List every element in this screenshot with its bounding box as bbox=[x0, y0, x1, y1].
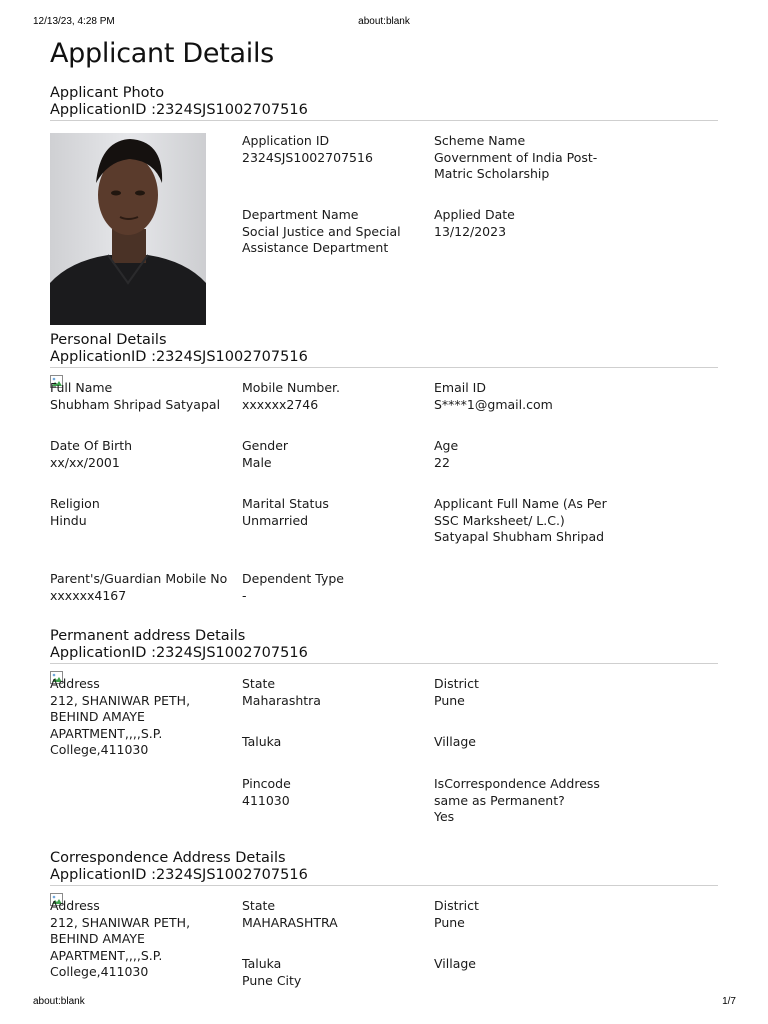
applicant-photo bbox=[50, 133, 206, 325]
section-header bbox=[50, 332, 718, 368]
field-ssc-full-name: Applicant Full Name (As Per SSC Marksheet/ L.C.) Satyapal Shubham Shripad bbox=[434, 496, 607, 544]
page-title: Applicant Details bbox=[50, 38, 274, 69]
field-email-id: Email ID S****1@gmail.com bbox=[434, 380, 553, 412]
field-district: District Pune bbox=[434, 898, 479, 930]
field-village: Village bbox=[434, 956, 476, 971]
field-address: Address 212, SHANIWAR PETH, BEHIND AMAYE APARTMENT,,,,S.P. College,411030 bbox=[50, 898, 191, 979]
print-url-top: about:blank bbox=[358, 16, 410, 27]
field-taluka: Taluka bbox=[242, 734, 282, 749]
section-title: Applicant Photo bbox=[50, 85, 165, 101]
section-application-id: ApplicationID :2324SJS1002707516 bbox=[50, 867, 308, 883]
print-page-number: 1/7 bbox=[722, 996, 736, 1007]
field-date-of-birth: Date Of Birth xx/xx/2001 bbox=[50, 438, 133, 470]
field-village: Village bbox=[434, 734, 476, 749]
section-header bbox=[50, 85, 718, 121]
section-header bbox=[50, 628, 718, 664]
section-header bbox=[50, 850, 718, 886]
print-url-bottom: about:blank bbox=[33, 996, 85, 1007]
section-application-id: ApplicationID :2324SJS1002707516 bbox=[50, 349, 308, 365]
correspondence-address-section bbox=[50, 850, 718, 996]
section-title: Personal Details bbox=[50, 332, 167, 348]
field-state: State MAHARASHTRA bbox=[242, 898, 338, 930]
field-full-name: Full Name Shubham Shripad Satyapal bbox=[50, 380, 221, 412]
field-gender: Gender Male bbox=[242, 438, 289, 470]
field-guardian-mobile: Parent's/Guardian Mobile No xxxxxx4167 bbox=[50, 571, 228, 603]
field-pincode: Pincode 411030 bbox=[242, 776, 291, 808]
field-department-name: Department Name Social Justice and Special Assistance Department bbox=[242, 207, 401, 255]
field-applied-date: Applied Date 13/12/2023 bbox=[434, 207, 515, 239]
personal-details-section bbox=[50, 332, 718, 618]
field-religion: Religion Hindu bbox=[50, 496, 100, 528]
field-state: State Maharashtra bbox=[242, 676, 321, 708]
print-datetime: 12/13/23, 4:28 PM bbox=[33, 16, 115, 27]
field-application-id: Application ID 2324SJS1002707516 bbox=[242, 133, 373, 165]
section-application-id: ApplicationID :2324SJS1002707516 bbox=[50, 102, 308, 118]
field-marital-status: Marital Status Unmarried bbox=[242, 496, 329, 528]
field-dependent-type: Dependent Type - bbox=[242, 571, 344, 603]
section-application-id: ApplicationID :2324SJS1002707516 bbox=[50, 645, 308, 661]
section-title: Correspondence Address Details bbox=[50, 850, 286, 866]
section-title: Permanent address Details bbox=[50, 628, 246, 644]
applicant-photo-image bbox=[50, 133, 206, 325]
field-address: Address 212, SHANIWAR PETH, BEHIND AMAYE APARTMENT,,,,S.P. College,411030 bbox=[50, 676, 191, 757]
field-district: District Pune bbox=[434, 676, 479, 708]
field-same-as-permanent: IsCorrespondence Address same as Permanent? Yes bbox=[434, 776, 600, 824]
field-age: Age 22 bbox=[434, 438, 459, 470]
field-scheme-name: Scheme Name Government of India Post-Matric Scholarship bbox=[434, 133, 598, 181]
applicant-photo-section bbox=[50, 85, 718, 341]
permanent-address-section bbox=[50, 628, 718, 854]
field-taluka: Taluka Pune City bbox=[242, 956, 302, 988]
field-mobile-number: Mobile Number. xxxxxx2746 bbox=[242, 380, 341, 412]
